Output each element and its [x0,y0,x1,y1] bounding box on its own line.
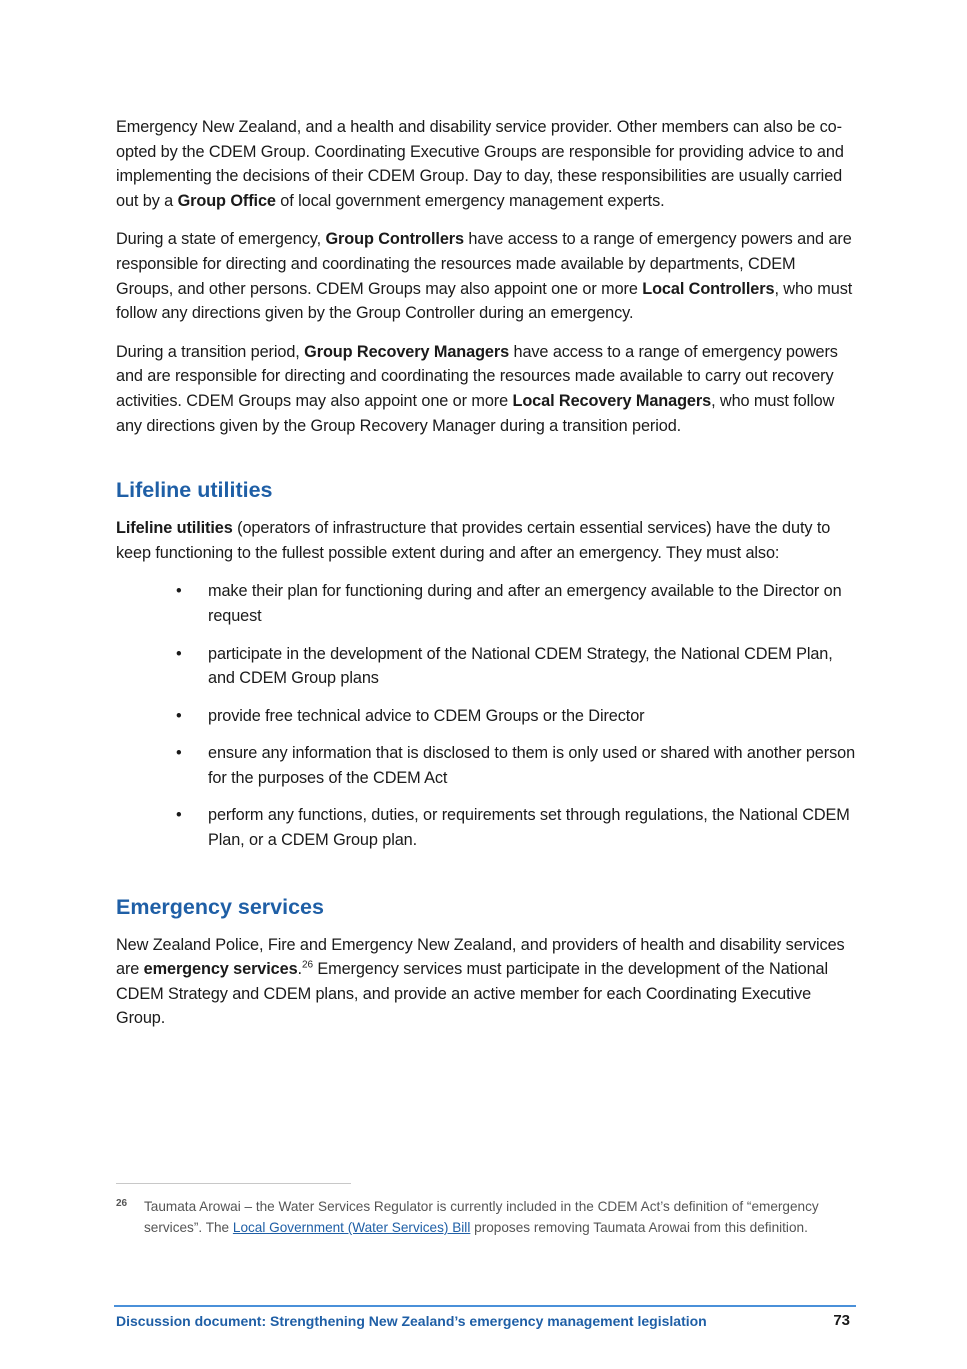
emergency-services-heading: Emergency services [116,894,324,919]
footnote-reference[interactable]: 26 [301,959,313,971]
bullet-icon: • [176,644,182,663]
paragraph-group-controllers: During a state of emergency, Group Controllers have access to a range of emergency powers and are responsible for directing and coordinating the resources made available by departments, CDEM Groups, and other persons. CDEM Groups may also appoint one or more Local Controllers, who must follow any directions given by the Group Controller during an emergency. [116,230,853,323]
footnote-divider [116,1183,351,1184]
list-item: • ensure any information that is disclosed to them is only used or shared with another person for the purposes of the CDEM Act [116,741,856,790]
emergency-services-paragraph: New Zealand Police, Fire and Emergency New Zealand, and providers of health and disability services are emergency services.$^{26}$ Emergency services must participate in the development of the National CDEM Strategy and CDEM plans, and provide an active member for each Coordinating Executive Group. [116,935,845,1028]
list-item: • perform any functions, duties, or requirements set through regulations, the National CDEM Plan, or a CDEM Group plan. [116,803,856,852]
footer-document-title: Discussion document: Strengthening New Zealand’s emergency management legislation [116,1313,707,1329]
list-item: • make their plan for functioning during and after an emergency available to the Director on request [116,579,856,628]
footer-divider [114,1305,856,1307]
list-item: • participate in the development of the National CDEM Strategy, the National CDEM Plan, and CDEM Group plans [116,642,856,691]
bullet-icon: • [176,744,182,763]
footnote-text: Taumata Arowai – the Water Services Regulator is currently included in the CDEM Act’s definition of “emergency services”. The Local Government (Water Services) Bill proposes removing Taumata Arowai from this definition. [144,1199,819,1235]
bullet-icon: • [176,582,182,601]
bullet-icon: • [176,706,182,725]
paragraph-cdem-group-office: Emergency New Zealand, and a health and disability service provider. Other members can also be co-opted by the CDEM Group. Coordinating Executive Groups are responsible for providing advice to and implementing the decisions of their CDEM Group. Day to day, these responsibilities are usually carried out by a Group Office of local government emergency management experts. [116,118,844,210]
footnote-number: 26 [116,1198,128,1209]
footnote [116,1196,856,1238]
page-number: 73 [833,1312,850,1329]
lifeline-intro: Lifeline utilities (operators of infrastructure that provides certain essential services) have the duty to keep functioning to the fullest possible extent during and after an emergency. They must also: [116,519,831,562]
bullet-icon: • [176,806,182,825]
lifeline-duties-list [116,579,856,852]
page-body [116,115,856,1045]
paragraph-recovery-managers: During a transition period, Group Recovery Managers have access to a range of emergency powers and are responsible for directing and coordinating the resources made available to carry out recovery activities. CDEM Groups may also appoint one or more Local Recovery Managers, who must follow any directions given by the Group Recovery Manager during a transition period. [116,342,838,435]
list-item: • provide free technical advice to CDEM Groups or the Director [116,704,856,729]
water-services-bill-link[interactable]: Local Government (Water Services) Bill [232,1220,471,1235]
lifeline-utilities-heading: Lifeline utilities [116,478,273,503]
